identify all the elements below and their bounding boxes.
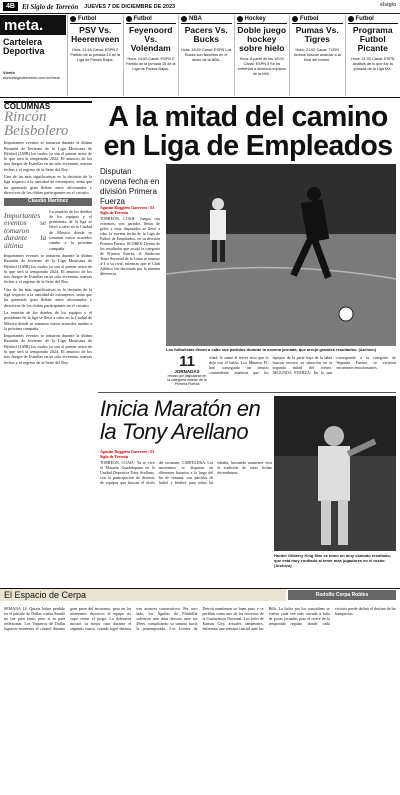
event-teams: PSV Vs. Heerenveen bbox=[71, 25, 120, 44]
events-strip bbox=[67, 15, 400, 96]
jornadas-label: JORNADAS bbox=[174, 369, 200, 374]
ball-icon bbox=[348, 16, 354, 22]
event-card bbox=[123, 15, 179, 96]
jornadas-box bbox=[167, 353, 207, 387]
espacio-author: Rodolfo Cerpa Robles bbox=[288, 590, 396, 600]
event-card bbox=[178, 15, 234, 96]
photo-caption: Hunter Gilberry King Star se tomo un muy cómodo resultado, que está muy confiado al tener más jugadores en el roster. (Archivo) bbox=[274, 553, 391, 568]
event-sport: Futbol bbox=[355, 16, 374, 22]
vivelo-label: Vívelo bbox=[3, 70, 15, 75]
divider bbox=[0, 97, 400, 98]
main-headline: A la mitad del camino en Liga de Empleados bbox=[103, 101, 393, 162]
main-body: TORREÓN, COAH.- Juegos con extremos, con partidos llenos de goles y muy disputados se llevó a cabo la novena fecha de la Liga de Futbol de Empleados, en su división Primera Fuerza. SCORES: Dentro de los resultados que arrojó la categoría de Primera Fuerza, el Sindicato Tiene Sucursal de la Loma se impuso 4-1 a su rival, mientras que el Club Atlético fue derrotado por la mínima diferencia. bbox=[100, 216, 160, 276]
cartelera-title: Cartelera Deportiva bbox=[3, 37, 45, 56]
hockey-icon bbox=[237, 16, 243, 22]
column-paragraph: Importantes eventos se tomaron durante la última Reunión de Invierno de la Liga Mexicana de Béisbol (LMB) los cuales ya son el primer aviso de lo que será la temporada 2024. El anuncio de los tres Juegos de Estrellas en un solo escenario, nuevas fechas y el regreso de la Serie del Rey. bbox=[4, 140, 92, 172]
photo-caption: Los futbolistas llevan a cabo sus partidos durante la novena jornada, que arrojó grandes resultados. (Archivo) bbox=[166, 347, 377, 352]
main-deck: Disputan novena fecha en división Primera Fuerza bbox=[100, 167, 160, 206]
basketball-icon bbox=[181, 16, 187, 22]
opinion-column bbox=[4, 101, 92, 584]
top-bar bbox=[0, 0, 400, 14]
ball-icon bbox=[70, 16, 76, 22]
baseball-photo bbox=[274, 396, 396, 551]
event-card bbox=[345, 15, 400, 96]
event-card bbox=[67, 15, 123, 96]
espacio-title: El Espacio de Cerpa bbox=[0, 589, 286, 601]
column-paragraph: Importantes eventos se tomaron durante la última Reunión de Invierno de la Liga Mexicana de Béisbol (LMB) los cuales ya son el primer aviso de lo que será la temporada 2024. El anuncio de los tres Juegos de Estrellas en un solo escenario, nuevas fechas y el regreso de la Serie del Rey. bbox=[4, 252, 92, 285]
event-card bbox=[234, 15, 290, 96]
newspaper-name: El Siglo de Torreón bbox=[21, 2, 79, 11]
second-headline: Inicia Maratón en la Tony Arellano bbox=[100, 396, 261, 444]
column-paragraph: Una de las más significativas es la decisión de la liga respecto a la cantidad de extranjeros, tema que ha generado gran debate entre aficionados y directivos de los clubes participantes en el circuito. bbox=[4, 174, 92, 195]
second-byline: Agustín Ruggiero Guerrero / El Siglo de Torreón bbox=[100, 449, 154, 459]
section-label: COLUMNAS bbox=[4, 101, 92, 109]
espacio-body: SEMANA 14: Quizás haber perdido en el partido de Dallas contra Seattle no fue para tanto, pero si es para reflexionar. Los Vaqueros de Dallas lograron mantener el control durante gran parte del encuentro, pero en los momentos decisivos el equipo no supo cerrar el juego. La defensiva mostró su mejor cara durante el segundo cuarto, cuando logró detener tres avances consecutivos. Por otro lado, los Águilas de Filadelfia sufrieron una dura derrota ante los 49ers, complicando su camino hacia la postemporada. Los Leones de Detroit mantienen su buen paso y se perfilan como uno de los favoritos de la Conferencia Nacional. Los Jefes de Kansas City, actuales campeones, enfrentan una semana crucial ante los Bills. La lucha por los comodines se vuelve cada vez más cerrada a falta de pocas jornadas para el cierre de la temporada regular, donde cada victoria puede definir el destino de las franquicias. bbox=[4, 606, 396, 631]
event-sport: Futbol bbox=[133, 16, 152, 22]
column-paragraph: Una de las más significativas es la decisión de la liga respecto a la cantidad de extranjeros, tema que ha generado gran debate entre aficionados y directivos de los clubes participantes en el circuito. bbox=[4, 286, 92, 308]
divider bbox=[98, 392, 396, 393]
cartelera-box bbox=[0, 15, 66, 96]
meta-logo: meta. bbox=[0, 15, 66, 35]
second-body: TORREÓN, COAH.- Ya se vive el Maratón Guadalupano en la Unidad Deportiva Tony Arellano, con la participación de decenas de equipos que buscan el título del certamen. CARTELERA: Los encuentros se disputan en diferentes horarios a lo largo del fin de semana, con partidos de futbol y béisbol para todas las edades, buscando mantener viva la tradición de estas fechas decembrinas. bbox=[100, 460, 272, 485]
brand-mark: elsiglo bbox=[380, 2, 396, 8]
column-paragraph: La reunión de los dueños de los equipos y el presidente de la liga se llevó a cabo en la Ciudad de México donde se tomaron varios acuerdos rumbo a la próxima campaña. bbox=[49, 208, 92, 251]
ball-icon bbox=[126, 16, 132, 22]
event-sport: Futbol bbox=[78, 16, 97, 22]
event-info: Hora: 21:00 Canal: ESPN Análisis de lo que fue la jornada de la Liga MX. bbox=[351, 57, 395, 71]
ball-icon bbox=[292, 16, 298, 22]
event-info: Hora: A partir de las 19:00 Canal: ESPN 3 Se va enfrentar a diversos equipos de la NHL. bbox=[237, 57, 286, 76]
jornadas-number: 11 bbox=[179, 353, 195, 370]
event-info: Hora: 18:00 Canal: ESPN Los Bucks son favoritos en el duelo de la NBA. bbox=[181, 48, 232, 62]
page-number: 4B bbox=[3, 2, 18, 11]
main-byline: Agustín Ruggiero Guerrero / El Siglo de Torreón bbox=[100, 205, 154, 215]
column-paragraph: Importantes eventos se tomaron durante la última Reunión de Invierno de la Liga Mexicana de Béisbol (LMB) los cuales ya son el primer aviso de lo que será la temporada 2024. El anuncio de los tres Juegos de Estrellas en un solo escenario, nuevas fechas y el regreso de la Serie del Rey. bbox=[4, 333, 92, 365]
pull-quote: Importantes eventos se tomaron durante la última bbox=[4, 210, 47, 250]
event-card bbox=[289, 15, 345, 96]
event-teams: Programa Futbol Picante bbox=[352, 25, 393, 53]
jornadas-note: restan por disputarse en la categoría estelar de la Primera Fuerza bbox=[167, 374, 207, 387]
event-teams: Pacers Vs. Bucks bbox=[184, 25, 228, 44]
issue-date: JUEVES 7 DE DICIEMBRE DE 2023 bbox=[84, 3, 176, 10]
event-info: Hora: 21:00 Canal: TUDN Ambos buscan avanzar a la final del torneo. bbox=[293, 48, 341, 62]
event-teams: Pumas Vs. Tigres bbox=[295, 25, 339, 44]
event-sport: Hockey bbox=[244, 16, 266, 22]
column-author: Claudio Martínez bbox=[4, 198, 92, 205]
meta-url[interactable]: www.elsiglodetorreon.com.mx/meta bbox=[3, 76, 60, 80]
event-info: Hora: 14:00 Canal: ESPN 2 Partido de la jornada 15 de la Liga de Países Bajos. bbox=[125, 57, 176, 71]
column-title: Rincón Beisbolero bbox=[4, 109, 69, 140]
soccer-photo bbox=[166, 164, 396, 346]
event-sport: NBA bbox=[189, 16, 202, 22]
event-sport: Futbol bbox=[300, 16, 319, 22]
column-paragraph: La reunión de los dueños de los equipos y el presidente de la liga se llevó a cabo en la Ciudad de México donde se tomaron varios acuerdos rumbo a la próxima campaña. bbox=[4, 309, 92, 331]
event-info: Hora: 11:45 Canal: ESPN 2 Partido de la jornada 15 de la Liga de Países Bajos. bbox=[70, 48, 121, 62]
event-teams: Feyenoord Vs. Volendam bbox=[129, 25, 173, 53]
event-teams: Doble juego hockey sobre hielo bbox=[237, 25, 287, 53]
main-body-continued: ridad, le sumó el tercer sitio que lo deja con el balón. Los Mineros FC han conseguido un triunfo contundente, mientras que los equipos de la parte baja de la tabla buscan revertir su situación en la segunda mitad del torneo. SEGUNDA FUERZA: En la que corresponde a la categoría de Segunda Fuerza, se vivieron encuentros emocionantes. bbox=[209, 355, 396, 375]
